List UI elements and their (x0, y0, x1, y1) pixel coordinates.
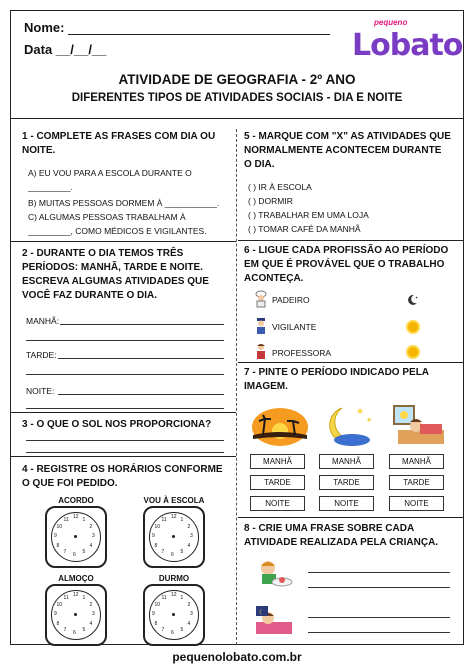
page-subtitle: DIFERENTES TIPOS DE ATIVIDADES SOCIAIS - DIA E NOITE (71, 92, 403, 104)
clock-label-wake: ACORDO (58, 496, 94, 505)
clock-number: 4 (89, 620, 93, 627)
clock-number: 11 (161, 594, 167, 601)
q7-title: 7 - PINTE O PERÍODO INDICADO PELA IMAGEM. (244, 367, 430, 392)
date-field[interactable] (24, 42, 106, 57)
period-night-1[interactable]: NOITE (250, 496, 305, 511)
clock-number: 12 (171, 514, 177, 520)
guard-icon (254, 318, 268, 334)
q2-title: 2 - DURANTE O DIA TEMOS TRÊS PERÍODOS: MANHÃ, TARDE E NOITE. ESCREVA ALGUMAS ATIVIDADES QUE VOCÊ FAZ DURANTE O DIA. (22, 248, 209, 301)
q2-divider (10, 412, 236, 413)
q4-title: 4 - REGISTRE OS HORÁRIOS CONFORME O QUE FOI PEDIDO. (22, 464, 223, 489)
q8-line-4[interactable] (308, 632, 450, 633)
name-label: Nome: (24, 20, 65, 35)
clock-school[interactable] (143, 506, 205, 568)
clock-number: 5 (180, 549, 184, 556)
name-field[interactable] (24, 20, 330, 35)
moon-image (322, 402, 374, 448)
clock-number: 12 (73, 514, 79, 520)
logo (352, 18, 462, 66)
q3-title: 3 - O QUE O SOL NOS PROPORCIONA? (22, 419, 212, 430)
clock-label-sleep: DURMO (158, 574, 190, 583)
clock-number: 2 (187, 601, 191, 608)
clock-number: 11 (63, 516, 69, 523)
clock-number: 2 (89, 523, 93, 530)
q1-item-b: B) MUITAS PESSOAS DORMEM À ___________. (28, 198, 220, 208)
period-afternoon-3[interactable]: TARDE (389, 475, 444, 490)
q1-item-c-cont: _________, COMO MÉDICOS E VIGILANTES. (28, 226, 207, 236)
clock-number: 10 (154, 601, 161, 608)
clock-number: 2 (187, 523, 191, 530)
q8-line-3[interactable] (308, 617, 450, 618)
clock-number: 3 (92, 611, 95, 617)
q5-divider (238, 240, 464, 241)
svg-text:★: ★ (356, 406, 365, 416)
header-divider (10, 118, 464, 119)
svg-text:☾: ☾ (259, 610, 265, 616)
clock-number: 10 (154, 523, 161, 530)
clock-number: 5 (82, 549, 86, 556)
clock-number: 6 (171, 552, 174, 558)
clock-number: 5 (82, 627, 86, 634)
svg-text:✦: ✦ (415, 295, 419, 300)
clock-center (74, 535, 77, 538)
clock-face (149, 512, 199, 562)
clock-label-school: VOU À ESCOLA (143, 496, 205, 505)
clock-label-lunch: ALMOÇO (58, 574, 94, 583)
logo-big-text: Lobato (352, 28, 463, 63)
date-label: Data __/__/__ (24, 42, 107, 57)
clock-face (51, 590, 101, 640)
q1-item-a-blank[interactable]: _________. (28, 182, 73, 192)
clock-sleep[interactable] (143, 584, 205, 646)
q2-line-night-1[interactable] (58, 394, 224, 395)
profession-guard: VIGILANTE (272, 322, 317, 332)
clock-center (172, 613, 175, 616)
q2-label-afternoon: TARDE: (26, 350, 57, 360)
clock-number: 4 (187, 542, 191, 549)
clock-number: 9 (54, 533, 57, 539)
clock-number: 7 (63, 627, 67, 634)
q8-line-1[interactable] (308, 572, 450, 573)
period-morning-3[interactable]: MANHÃ (389, 454, 444, 469)
q5-option-sleep[interactable]: ( ) DORMIR (248, 196, 293, 206)
clock-number: 11 (63, 594, 69, 601)
clock-center (172, 535, 175, 538)
moon-icon (406, 294, 418, 306)
clock-number: 12 (73, 592, 79, 598)
period-afternoon-1[interactable]: TARDE (250, 475, 305, 490)
q3-line-1[interactable] (26, 440, 224, 441)
q2-line-night-2[interactable] (26, 408, 224, 409)
clock-number: 9 (152, 611, 155, 617)
q7-divider (238, 517, 464, 518)
q1-item-a: A) EU VOU PARA A ESCOLA DURANTE O (28, 168, 192, 178)
q6-title: 6 - LIGUE CADA PROFISSÃO AO PERÍODO EM QUE É PROVÁVEL QUE O TRABALHO ACONTEÇA. (244, 245, 449, 284)
period-afternoon-2[interactable]: TARDE (319, 475, 374, 490)
q3-divider (10, 456, 236, 457)
clock-number: 6 (171, 630, 174, 636)
clock-number: 8 (56, 542, 60, 549)
page-title: ATIVIDADE DE GEOGRAFIA - 2º ANO (118, 72, 356, 87)
clock-wake[interactable] (45, 506, 107, 568)
teacher-icon (254, 343, 268, 359)
clock-number: 1 (180, 516, 184, 523)
q1-title: 1 - COMPLETE AS FRASES COM DIA OU NOITE. (22, 131, 216, 156)
q5-option-breakfast[interactable]: ( ) TOMAR CAFÉ DA MANHÃ (248, 224, 361, 234)
period-morning-1[interactable]: MANHÃ (250, 454, 305, 469)
q2-line-afternoon-1[interactable] (58, 358, 224, 359)
clock-lunch[interactable] (45, 584, 107, 646)
q8-line-2[interactable] (308, 587, 450, 588)
clock-number: 7 (161, 627, 165, 634)
clock-number: 2 (89, 601, 93, 608)
clock-number: 1 (82, 594, 86, 601)
profession-teacher: PROFESSORA (272, 348, 332, 358)
clock-number: 1 (82, 516, 86, 523)
q5-title: 5 - MARQUE COM "X" AS ATIVIDADES QUE NORMALMENTE ACONTECEM DURANTE O DIA. (244, 131, 451, 170)
footer-url: pequenolobato.com.br (172, 650, 302, 664)
clock-number: 4 (187, 620, 191, 627)
logo-small-text: pequeno (374, 18, 408, 27)
name-line (68, 23, 330, 35)
clock-number: 6 (73, 552, 76, 558)
q5-option-work[interactable]: ( ) TRABALHAR EM UMA LOJA (248, 210, 369, 220)
clock-number: 10 (56, 523, 63, 530)
q2-line-morning-2[interactable] (26, 340, 224, 341)
q2-label-morning: MANHÃ: (26, 316, 60, 326)
clock-face (51, 512, 101, 562)
period-night-3[interactable]: NOITE (389, 496, 444, 511)
clock-number: 10 (56, 601, 63, 608)
q2-line-morning-1[interactable] (60, 324, 224, 325)
child-sleeping-image (254, 604, 294, 636)
clock-number: 3 (92, 533, 95, 539)
period-night-2[interactable]: NOITE (319, 496, 374, 511)
clock-number: 1 (180, 594, 184, 601)
svg-text:★: ★ (366, 417, 373, 424)
q3-line-2[interactable] (26, 452, 224, 453)
clock-number: 4 (89, 542, 93, 549)
clock-number: 11 (161, 516, 167, 523)
child-eating-image (254, 558, 294, 590)
clock-number: 3 (190, 533, 193, 539)
clock-number: 7 (161, 549, 165, 556)
q1-item-c: C) ALGUMAS PESSOAS TRABALHAM À (28, 212, 186, 222)
clock-number: 8 (154, 620, 158, 627)
clock-number: 9 (152, 533, 155, 539)
sun-icon (408, 322, 418, 332)
clock-number: 9 (54, 611, 57, 617)
clock-face (149, 590, 199, 640)
child-waking-image (392, 404, 448, 448)
q5-option-school[interactable]: ( ) IR À ESCOLA (248, 182, 312, 192)
baker-icon (254, 291, 268, 307)
sunset-image (251, 405, 309, 447)
q6-divider (238, 362, 464, 363)
clock-center (74, 613, 77, 616)
sun-icon (408, 347, 418, 357)
clock-number: 6 (73, 630, 76, 636)
q1-divider (10, 241, 236, 242)
clock-number: 8 (154, 542, 158, 549)
clock-number: 3 (190, 611, 193, 617)
q8-title: 8 - CRIE UMA FRASE SOBRE CADA ATIVIDADE REALIZADA PELA CRIANÇA. (244, 523, 439, 548)
clock-number: 5 (180, 627, 184, 634)
profession-baker: PADEIRO (272, 295, 310, 305)
column-divider (236, 129, 237, 645)
clock-number: 7 (63, 549, 67, 556)
q2-line-afternoon-2[interactable] (26, 374, 224, 375)
period-morning-2[interactable]: MANHÃ (319, 454, 374, 469)
clock-number: 8 (56, 620, 60, 627)
clock-number: 12 (171, 592, 177, 598)
q2-label-night: NOITE: (26, 386, 55, 396)
